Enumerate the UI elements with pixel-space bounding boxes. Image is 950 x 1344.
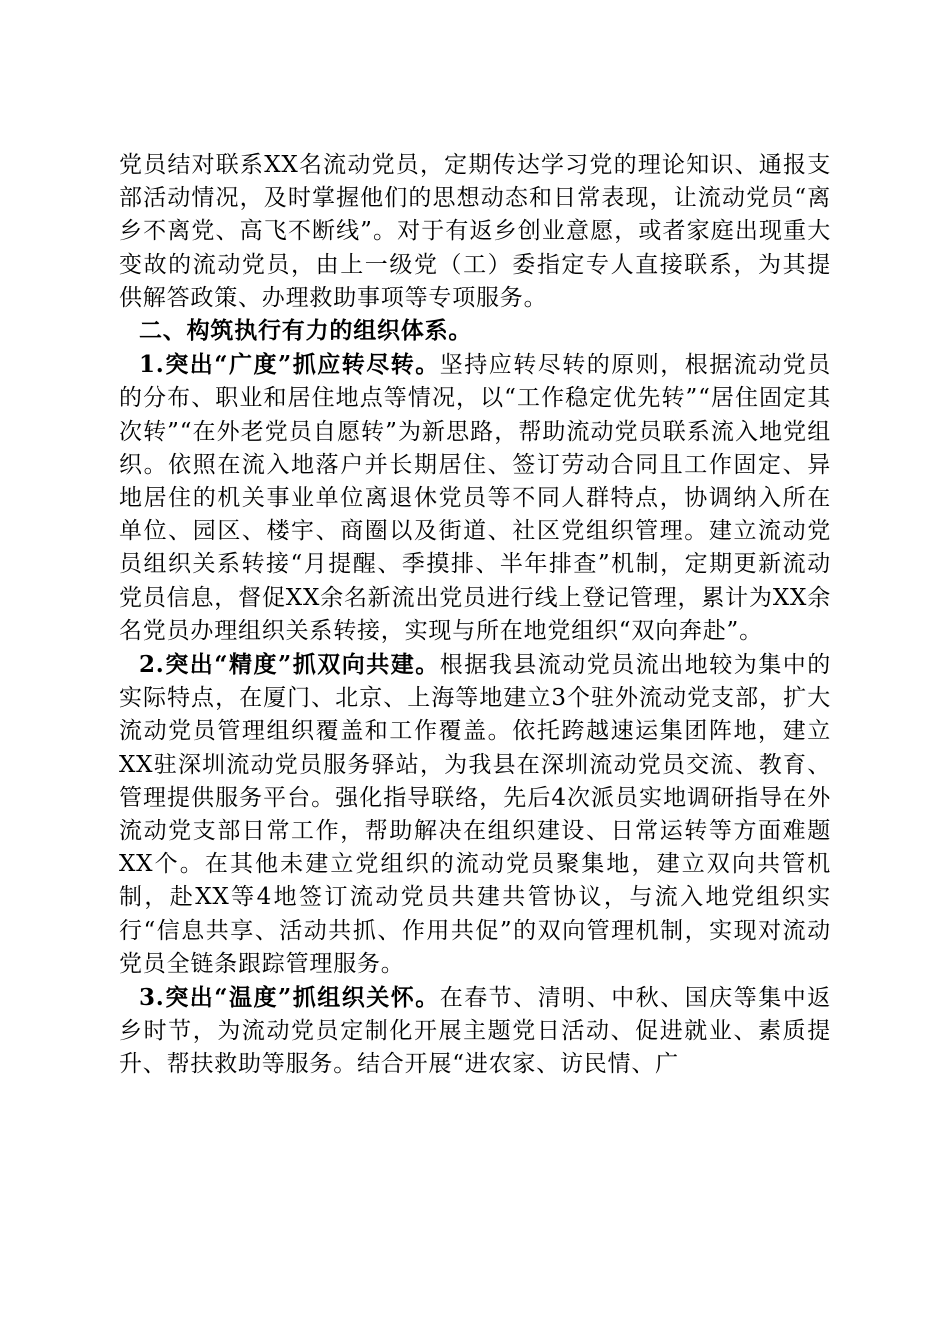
document-body: [119, 149, 831, 1082]
section-heading: 二、构筑执行有力的组织体系。: [139, 318, 473, 345]
paragraph-warmth: [119, 981, 831, 1082]
paragraph-precision-lead: 2.突出“精度”抓双向共建。: [139, 651, 440, 679]
paragraph-precision-body: 根据我县流动党员流出地较为集中的实际特点，在厦门、北京、上海等地建立3个驻外流动党支部，扩大流动党员管理组织覆盖和工作覆盖。依托跨越速运集团阵地，建立XX驻深圳流动党员服务驿站，为我县在深圳流动党员交流、教育、管理提供服务平台。强化指导联络，先后4次派员实地调研指导在外流动党支部日常工作，帮助解决在组织建设、日常运转等方面难题XX个。在其他未建立党组织的流动党员聚集地，建立双向共管机制，赴XX等4地签订流动党员共建共管协议，与流入地党组织实行“信息共享、活动共抓、作用共促”的双向管理机制，实现对流动党员全链条跟踪管理服务。: [119, 652, 831, 977]
paragraph-warmth-lead: 3.突出“温度”抓组织关怀。: [139, 984, 440, 1012]
paragraph-breadth-body: 坚持应转尽转的原则，根据流动党员的分布、职业和居住地点等情况，以“工作稳定优先转”“居住固定其次转”“在外老党员自愿转”为新思路，帮助流动党员联系流入地党组织。依照在流入地落户并长期居住、签订劳动合同且工作固定、异地居住的机关事业单位离退休党员等不同人群特点，协调纳入所在单位、园区、楼宇、商圈以及街道、社区党组织管理。建立流动党员组织关系转接“月提醒、季摸排、半年排查”机制，定期更新流动党员信息，督促XX余名新流出党员进行线上登记管理，累计为XX余名党员办理组织关系转接，实现与所在地党组织“双向奔赴”。: [119, 352, 831, 644]
paragraph-precision: [119, 648, 831, 981]
paragraph-breadth-lead: 1.突出“广度”抓应转尽转。: [139, 351, 440, 379]
paragraph-continued: 党员结对联系XX名流动党员，定期传达学习党的理论知识、通报支部活动情况，及时掌握他们的思想动态和日常表现，让流动党员“离乡不离党、高飞不断线”。对于有返乡创业意愿，或者家庭出现重大变故的流动党员，由上一级党（工）委指定专人直接联系，为其提供解答政策、办理救助事项等专项服务。: [119, 152, 831, 311]
paragraph-warmth-body: 在春节、清明、中秋、国庆等集中返乡时节，为流动党员定制化开展主题党日活动、促进就业、素质提升、帮扶救助等服务。结合开展“进农家、访民情、广: [119, 985, 831, 1078]
paragraph-breadth: [119, 348, 831, 648]
